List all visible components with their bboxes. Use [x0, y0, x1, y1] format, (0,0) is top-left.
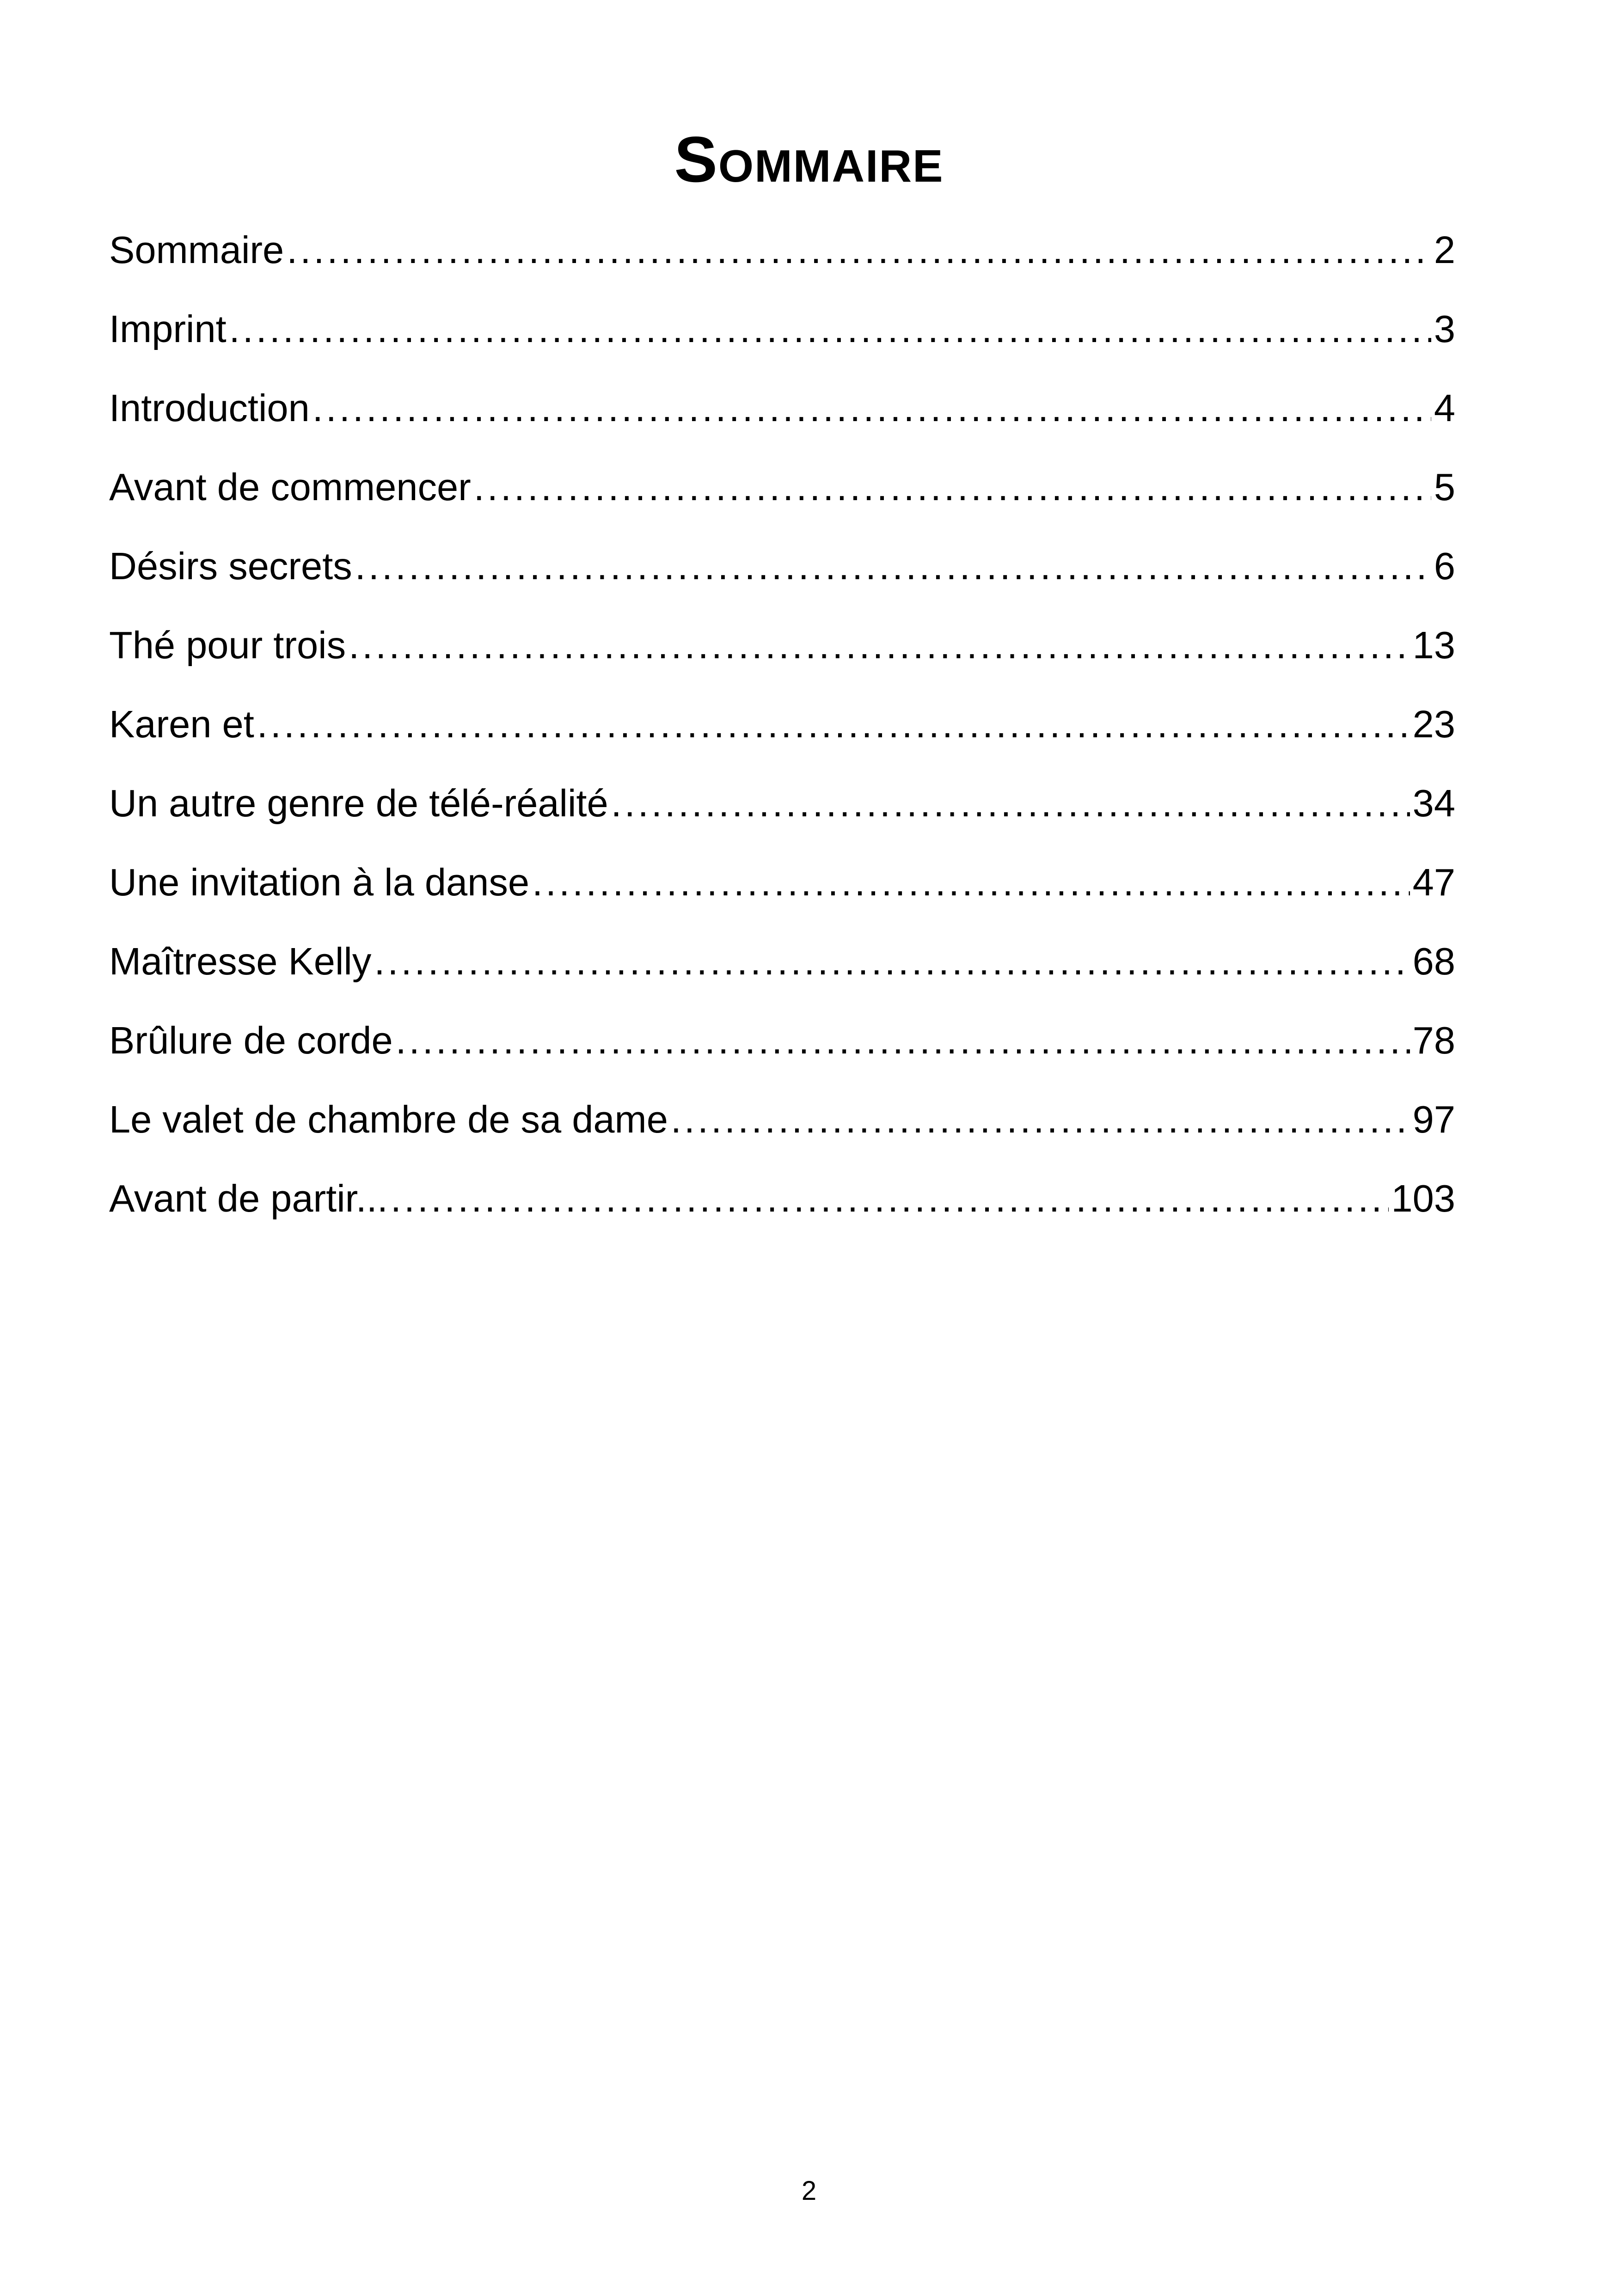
- toc-dot-leader: [349, 606, 1410, 685]
- toc-entry: [109, 527, 1455, 606]
- toc-entry: [109, 764, 1455, 843]
- toc-entry-page: 4: [1434, 386, 1455, 429]
- toc-entry-page: 3: [1434, 307, 1455, 350]
- toc-entry-page: 6: [1434, 545, 1455, 588]
- table-of-contents: [109, 210, 1455, 1238]
- toc-dot-leader: [374, 922, 1410, 1001]
- toc-entry-page: 34: [1412, 782, 1455, 825]
- toc-dot-leader: [257, 685, 1410, 764]
- toc-entry-label: Maîtresse Kelly: [109, 940, 372, 983]
- toc-entry-label: Le valet de chambre de sa dame: [109, 1098, 668, 1141]
- toc-entry-label: Sommaire: [109, 228, 284, 271]
- page-number: 2: [801, 2176, 817, 2206]
- toc-entry-page: 13: [1412, 624, 1455, 667]
- toc-entry-page: 78: [1412, 1019, 1455, 1062]
- toc-entry-label: Introduction: [109, 386, 310, 429]
- toc-entry-label: Imprint: [109, 307, 227, 350]
- toc-entry: [109, 289, 1455, 368]
- toc-entry-page: 103: [1391, 1177, 1455, 1220]
- toc-entry-label: Avant de partir...: [109, 1177, 388, 1220]
- page-title: Sommaire: [674, 123, 944, 196]
- toc-entry-label: Un autre genre de télé-réalité: [109, 782, 608, 825]
- toc-dot-leader: [355, 527, 1431, 606]
- toc-dot-leader: [671, 1080, 1410, 1159]
- toc-entry-page: 5: [1434, 465, 1455, 508]
- toc-entry-label: Avant de commencer: [109, 465, 471, 508]
- toc-dot-leader: [474, 447, 1431, 527]
- toc-entry: [109, 1080, 1455, 1159]
- toc-entry-label: Karen et: [109, 703, 254, 746]
- toc-dot-leader: [229, 289, 1431, 368]
- toc-entry-label: Brûlure de corde: [109, 1019, 393, 1062]
- toc-dot-leader: [287, 210, 1431, 289]
- toc-dot-leader: [391, 1159, 1389, 1238]
- toc-entry: [109, 210, 1455, 289]
- toc-entry-page: 68: [1412, 940, 1455, 983]
- toc-entry: [109, 843, 1455, 922]
- toc-entry-page: 23: [1412, 703, 1455, 746]
- toc-entry-page: 97: [1412, 1098, 1455, 1141]
- toc-entry-label: Désirs secrets: [109, 545, 352, 588]
- toc-entry: [109, 606, 1455, 685]
- toc-entry: [109, 447, 1455, 527]
- toc-dot-leader: [532, 843, 1410, 922]
- toc-entry-page: 2: [1434, 228, 1455, 271]
- toc-entry: [109, 1001, 1455, 1080]
- toc-entry: [109, 368, 1455, 447]
- toc-dot-leader: [611, 764, 1410, 843]
- toc-entry-label: Une invitation à la danse: [109, 861, 529, 904]
- toc-entry: [109, 922, 1455, 1001]
- toc-entry-page: 47: [1412, 861, 1455, 904]
- toc-dot-leader: [313, 368, 1431, 447]
- toc-entry-label: Thé pour trois: [109, 624, 346, 667]
- toc-dot-leader: [396, 1001, 1410, 1080]
- toc-entry: [109, 1159, 1455, 1238]
- toc-entry: [109, 685, 1455, 764]
